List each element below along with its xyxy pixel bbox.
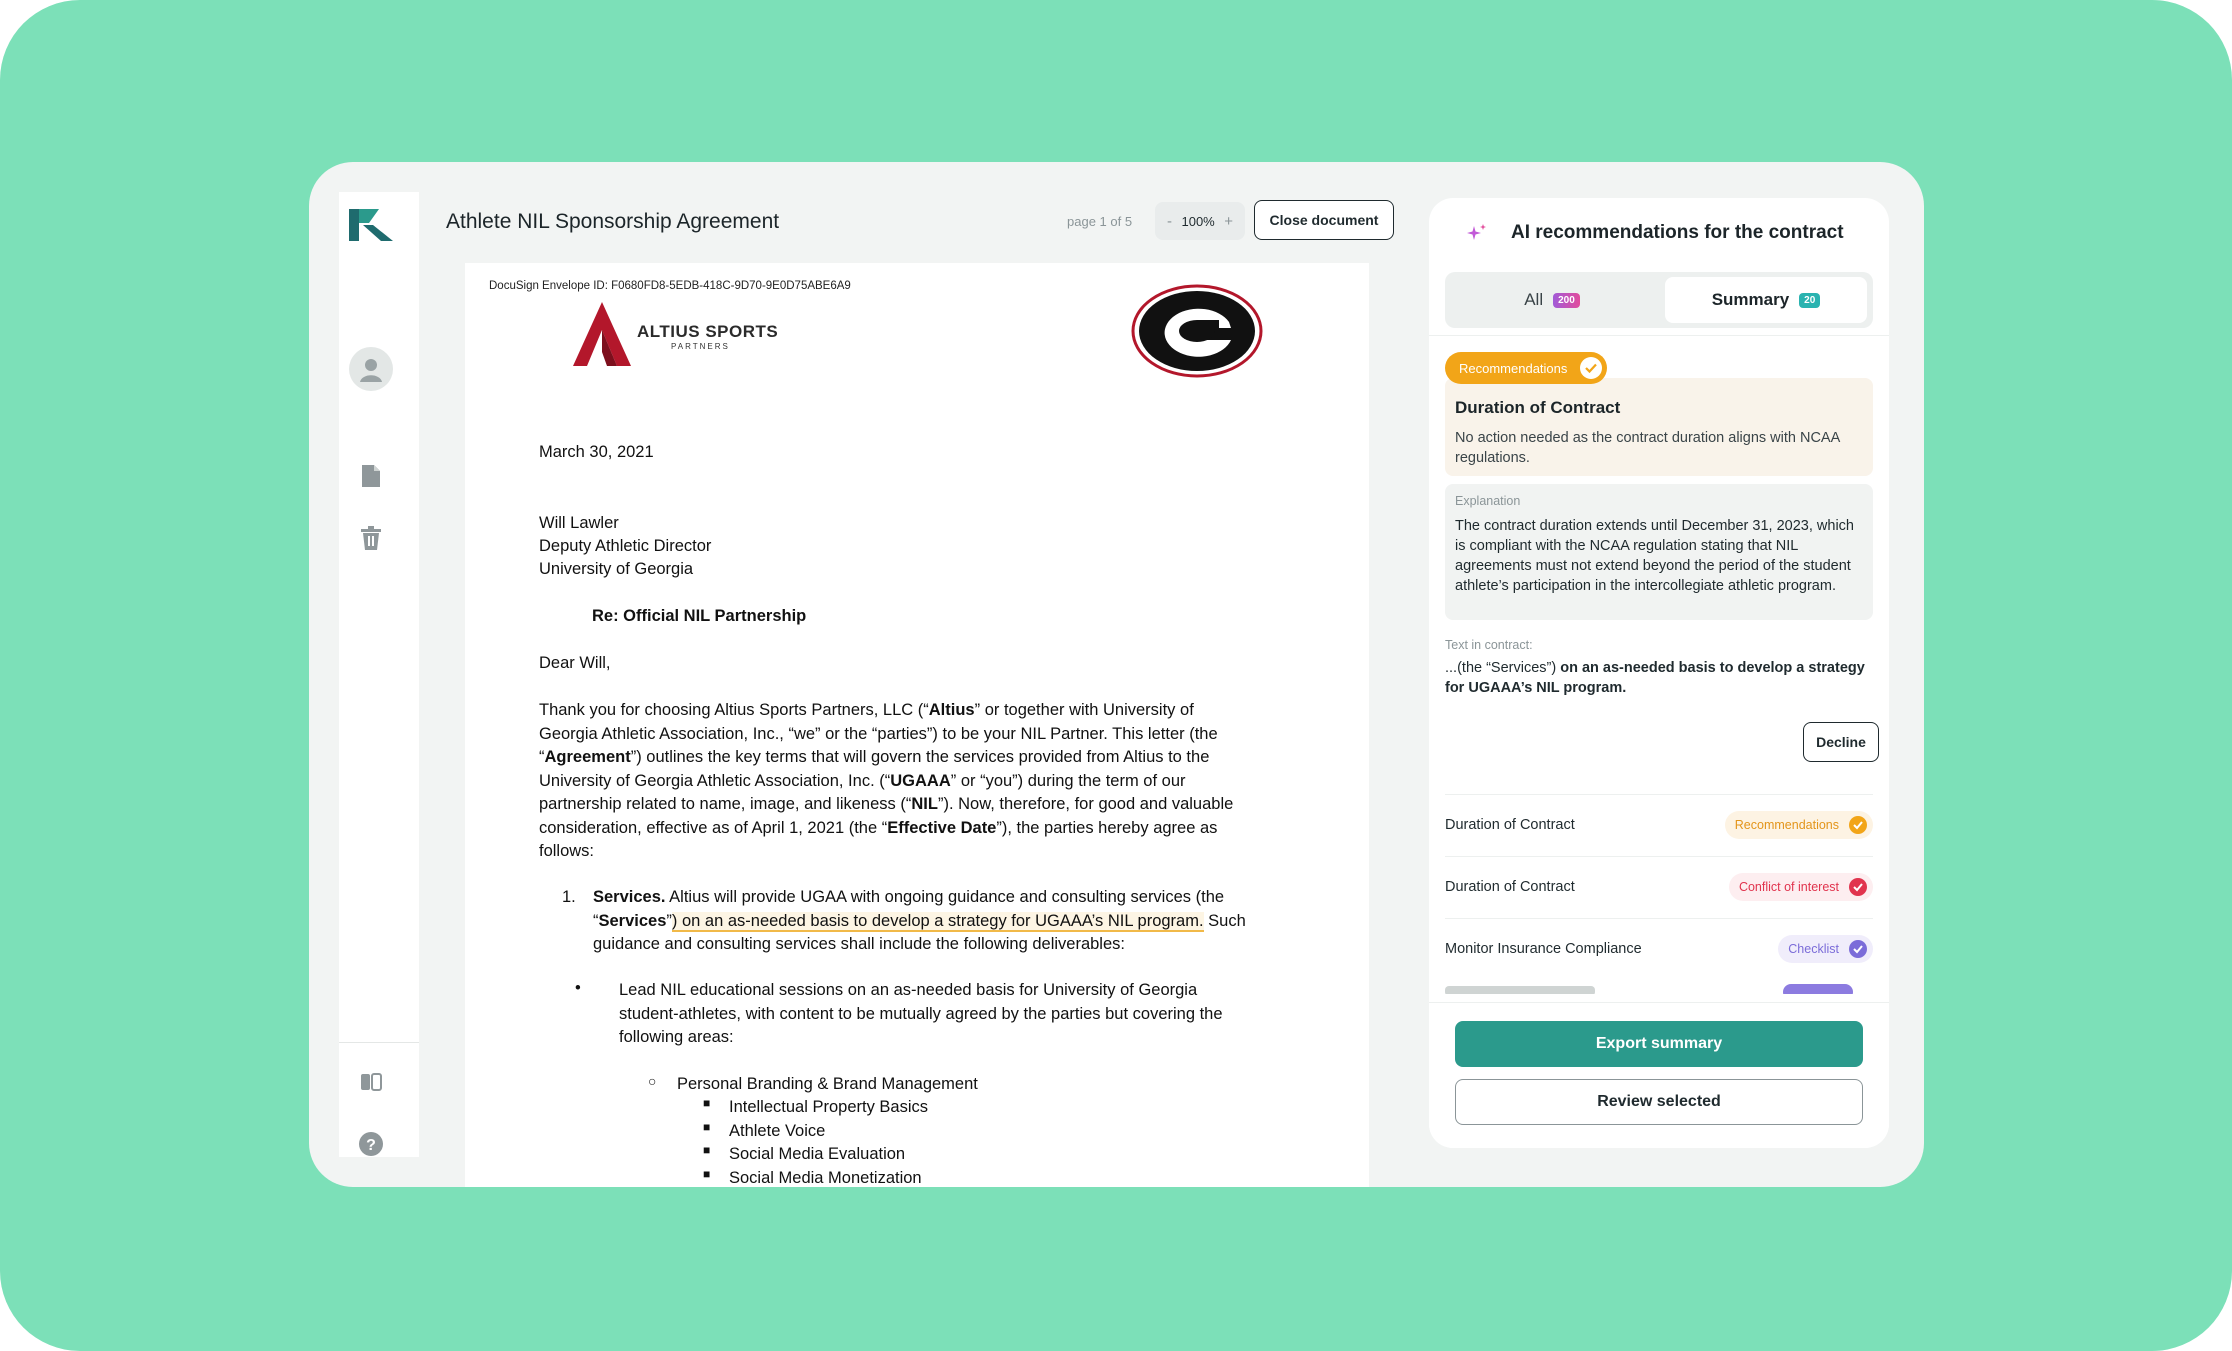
list-item[interactable] — [1445, 856, 1873, 918]
letter-date: March 30, 2021 — [539, 443, 654, 461]
para1-line6: consideration, effective as of April 1, 2021 (the “Effective Date”), the parties hereby agree as — [539, 818, 1218, 837]
recommendations-badge — [1445, 352, 1607, 384]
export-summary-button[interactable]: Export summary — [1455, 1021, 1863, 1067]
square-bullet: ■ — [703, 1119, 711, 1134]
item1-line3: guidance and consulting services shall include the following deliverables: — [593, 935, 1125, 953]
bullet1-line3: following areas: — [619, 1028, 734, 1046]
para1-line5: partnership related to name, image, and likeness (“NIL”). Now, therefore, for good and valuable — [539, 795, 1234, 813]
recipient-name: Will Lawler — [539, 514, 619, 532]
explanation-label: Explanation — [1455, 494, 1521, 508]
panel-divider — [1429, 335, 1889, 336]
avatar[interactable] — [349, 347, 393, 391]
recommendation-title: Duration of Contract — [1455, 398, 1621, 417]
envelope-id: DocuSign Envelope ID: F0680FD8-5EDB-418C-9D70-9E0D75ABE6A9 — [489, 280, 851, 292]
panel-actions — [1429, 1002, 1889, 1148]
sidebar-divider — [339, 1042, 419, 1043]
explanation-card — [1445, 484, 1873, 620]
review-selected-button[interactable]: Review selected — [1455, 1079, 1863, 1125]
list-item[interactable] — [1445, 918, 1873, 980]
document-icon[interactable] — [349, 454, 393, 498]
square-bullet: ■ — [703, 1143, 711, 1157]
list-item-partial — [1445, 984, 1873, 994]
app-window — [309, 162, 1924, 1187]
recommendations-tag: Recommendations — [1725, 811, 1873, 839]
close-document-button[interactable]: Close document — [1254, 200, 1394, 240]
bullet1-line2: student-athletes, with content to be mutually agreed by the parties but covering the — [619, 1004, 1223, 1023]
altius-logo-sub: PARTNERS — [671, 342, 730, 351]
salutation: Dear Will, — [539, 654, 611, 672]
sub-list-item: Intellectual Property Basics — [729, 1098, 929, 1116]
recommendation-text: No action needed as the contract duration aligns with NCAA regulations. — [1455, 430, 1840, 466]
highlighted-clause[interactable]: ) on an as-needed basis to develop a strategy for UGAAA’s NIL program. — [671, 911, 1204, 930]
zoom-out-button[interactable]: - — [1167, 212, 1172, 230]
help-icon[interactable] — [349, 1122, 393, 1166]
zoom-control — [1155, 202, 1245, 240]
text-in-contract-label: Text in contract: — [1445, 638, 1533, 652]
para1-line4: University of Georgia Athletic Association, Inc. (“UGAAA” or “you”) during the term of our — [539, 771, 1186, 790]
tab-all[interactable] — [1445, 272, 1659, 328]
panel-title: AI recommendations for the contract — [1511, 222, 1844, 243]
para1-line1: Thank you for choosing Altius Sports Partners, LLC (“Altius” or together with University of — [539, 701, 1194, 719]
page-indicator: page 1 of 5 — [1067, 214, 1133, 229]
recommendation-card — [1445, 378, 1873, 476]
text-in-contract: ...(the “Services”) on an as-needed basis to develop a strategy for UGAAA’s NIL program. — [1445, 660, 1865, 696]
zoom-level: 100% — [1181, 213, 1215, 229]
decline-button[interactable]: Decline — [1803, 722, 1879, 762]
layout-icon[interactable] — [349, 1060, 393, 1104]
square-bullet: ■ — [703, 1166, 711, 1181]
square-bullet: ■ — [703, 1096, 711, 1110]
sub-list-item: Athlete Voice — [729, 1121, 826, 1140]
bullet1-line1: Lead NIL educational sessions on an as-needed basis for University of Georgia — [619, 981, 1198, 999]
check-icon — [1849, 878, 1867, 896]
recipient-title: Deputy Athletic Director — [539, 537, 712, 555]
tab-summary[interactable] — [1665, 277, 1867, 323]
item1-line1: Services. Altius will provide UGAA with ongoing guidance and consulting services (the — [593, 888, 1225, 906]
ai-recommendations-panel — [1429, 198, 1889, 1148]
document-page — [465, 263, 1369, 1187]
tab-summary-label: Summary — [1711, 290, 1790, 309]
para1-line3: “Agreement”) outlines the key terms that will govern the services provided from Altius to the — [539, 748, 1210, 766]
check-icon — [1849, 816, 1867, 834]
logo-icon[interactable] — [349, 207, 393, 243]
svg-text:?: ? — [366, 1137, 376, 1154]
list-item-label: Monitor Insurance Compliance — [1445, 941, 1642, 957]
recommendations-badge-label: Recommendations — [1459, 360, 1568, 376]
sparkle-icon — [1465, 222, 1489, 246]
check-icon — [1849, 940, 1867, 958]
recipient-org: University of Georgia — [539, 560, 694, 578]
altius-logo — [571, 300, 791, 370]
sub-list-item: Social Media Evaluation — [729, 1145, 906, 1163]
conflict-tag: Conflict of interest — [1729, 873, 1873, 901]
para1-line2: Georgia Athletic Association, Inc., “we” or the “parties”) to be your NIL Partner. This letter (the — [539, 724, 1218, 743]
document-title: Athlete NIL Sponsorship Agreement — [446, 210, 780, 233]
explanation-text: The contract duration extends until December 31, 2023, which is compliant with the NCAA regulation stating that NIL agreements must not extend beyond the period of the student athlete’s participation in the intercollegiate athletic program. — [1455, 518, 1854, 594]
check-icon — [1580, 357, 1602, 379]
altius-logo-name: ALTIUS SPORTS — [637, 322, 779, 341]
sub-list-item: Social Media Monetization — [729, 1168, 922, 1187]
list-item-label: Duration of Contract — [1445, 817, 1575, 833]
tab-summary-count: 20 — [1799, 293, 1820, 308]
tab-all-label: All — [1524, 290, 1544, 309]
list-item[interactable] — [1445, 794, 1873, 856]
sub-item-heading: Personal Branding & Brand Management — [677, 1075, 978, 1093]
item1-line2: “Services”) on an as-needed basis to develop a strategy for UGAAA’s NIL program. Such — [593, 911, 1246, 930]
zoom-in-button[interactable]: + — [1224, 212, 1233, 230]
para1-line7: follows: — [539, 842, 595, 860]
sub-bullet-circle: ○ — [648, 1073, 657, 1089]
item1-number: 1. — [562, 888, 576, 906]
bullet-dot: • — [575, 979, 581, 997]
tab-all-count: 200 — [1553, 293, 1580, 308]
sidebar — [339, 192, 419, 1157]
re-line: Re: Official NIL Partnership — [592, 607, 807, 625]
checklist-tag: Checklist — [1778, 935, 1873, 963]
tab-bar — [1445, 272, 1873, 328]
avatar-icon — [349, 347, 393, 391]
georgia-g-logo — [1131, 284, 1263, 378]
trash-icon[interactable] — [349, 516, 393, 560]
list-item-label: Duration of Contract — [1445, 879, 1575, 895]
